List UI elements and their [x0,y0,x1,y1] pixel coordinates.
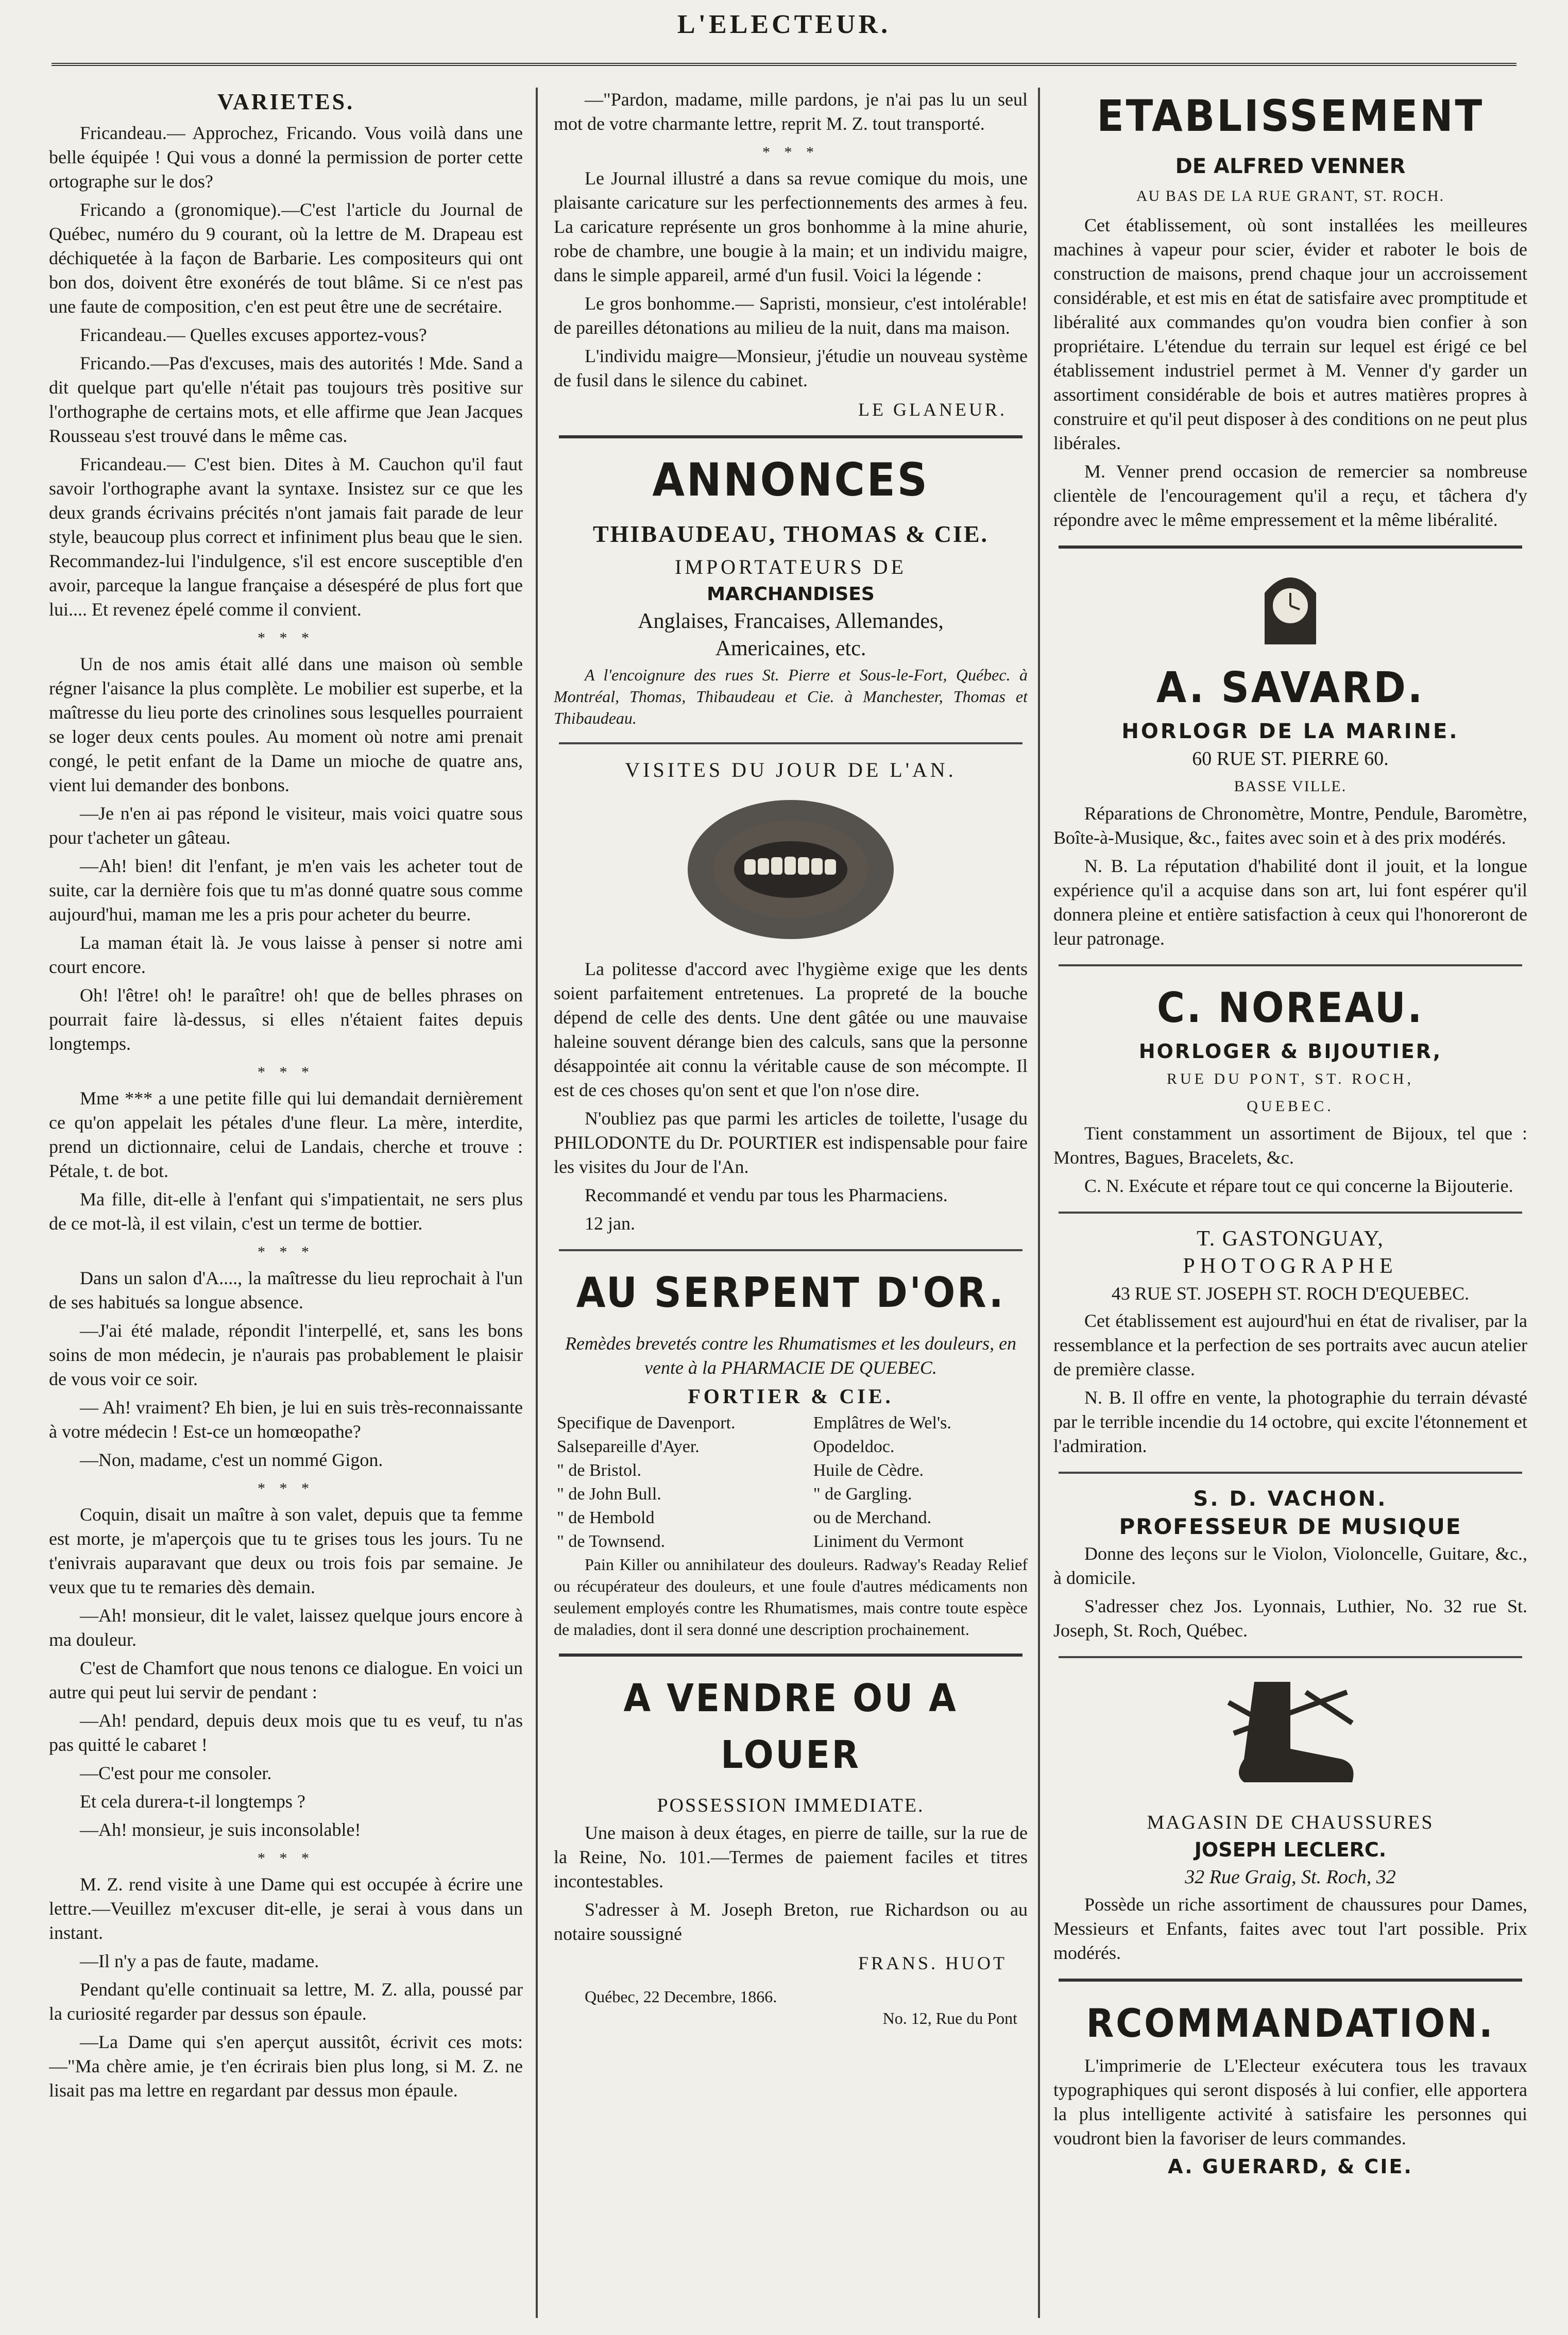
table-cell: " de Townsend. [557,1532,666,1551]
savard-line3: BASSE VILLE. [1234,778,1347,795]
table-row [554,1506,1028,1530]
column-advertisements [1053,88,1527,2318]
divider [1059,1656,1522,1658]
vachon-line1: PROFESSEUR DE MUSIQUE [1119,1514,1462,1539]
vachon-text [1053,1542,1527,1643]
divider [559,435,1022,438]
paragraph: N. B. Il offre en vente, la photographie du terrain dévasté par le terrible incendie du 14 octobre, qui excite l'étonnement et l'admiration. [1053,1387,1527,1456]
paragraph: Dans un salon d'A...., la maîtresse du lieu reprochait à l'un de ses habitués sa longue absence. [49,1268,523,1313]
paragraph: Une maison à deux étages, en pierre de taille, sur la rue de la Reine, No. 101.—Termes de paiement faciles et titres incontestables. [554,1822,1028,1891]
visites-title: VISITES DU JOUR DE L'AN. [625,758,957,781]
section-heading-varietes: VARIETES. [217,89,355,114]
paragraph: Fricando a (gronomique).—C'est l'article du Journal de Québec, numéro du 9 courant, où la lettre de M. Drapeau est déchiquetée à la façon de Barbarie. Les compositeurs qui ont bon dos, doivent être exonérés de tout blâme. Si ce n'est pas une faute de composition, c'en est peut être une de secrétaire. [49,199,523,317]
paragraph: Cet établissement est aujourd'hui en état de rivaliser, par la ressemblance et la perfection de ses portraits avec aucun atelier de première classe. [1053,1310,1527,1379]
paragraph: La maman était là. Je vous laisse à penser si notre ami court encore. [49,932,523,977]
varietes-continued [554,88,1028,393]
paragraph: S'adresser à M. Joseph Breton, rue Richardson ou au notaire soussigné [554,1899,1028,1944]
noreau-text [1053,1121,1527,1198]
venner-heading: ETABLISSEMENT [1097,91,1484,141]
paragraph: C. N. Exécute et répare tout ce qui concerne la Bijouterie. [1084,1175,1513,1196]
paragraph: Fricandeau.— Approchez, Fricando. Vous voilà dans une belle équipée ! Qui vous a donné la permission de porter cette ortographe sur le dos? [49,123,523,192]
divider [1059,964,1522,966]
table-cell: Salsepareille d'Ayer. [557,1437,700,1456]
section-separator: * * * [258,1480,314,1497]
table-row [554,1435,1028,1459]
paragraph: — Ah! vraiment? Eh bien, je lui en suis très-reconnaissante à votre médecin ! Est-ce un homœopathe? [49,1397,523,1442]
divider [1059,1472,1522,1474]
divider [1059,546,1522,549]
paragraph: Coquin, disait un maître à son valet, depuis que ta femme est morte, je m'aperçois que tu te grises tous les jours. Tu ne t'enivrais auparavant que deux ou trois fois par semaine. Je veux que tu te remaries dès demain. [49,1504,523,1597]
paragraph: —"Pardon, madame, mille pardons, je n'ai pas lu un seul mot de votre charmante lettre, reprit M. Z. tout transporté. [554,89,1028,134]
divider [559,742,1022,744]
paragraph: —Ah! monsieur, je suis inconsolable! [80,1819,361,1840]
table-cell: Liniment du Vermont [813,1532,964,1551]
table-cell: ou de Merchand. [813,1508,932,1527]
section-separator: * * * [258,1064,314,1081]
paragraph: Un de nos amis était allé dans une maison où semble régner l'aisance la plus complète. Le mobilier est superbe, et la maîtresse du lieu porte des crinolines sous lesquelles pourraient se loger deux cents poules. Au moment où notre ami prenait congé, le petit enfant de la Dame un mioche de quatre ans, vient lui demander des bonbons. [49,654,523,795]
paragraph: Oh! l'être! oh! le paraître! oh! que de belles phrases on pourrait faire là-dessus, si elles n'étaient faites depuis longtemps. [49,985,523,1054]
paragraph: Le Journal illustré a dans sa revue comique du mois, une plaisante caricature sur les perfectionnements des armes à feu. La caricature représente un gros bonhomme à la mine ahurie, robe de chambre, une bougie à la main; et un individu maigre, dans le simple appareil, armé d'un fusil. Voici la légende : [554,168,1028,285]
serpent-subtitle: Remèdes brevetés contre les Rhumatismes et les douleurs, en vente à la PHARMACIE DE QUEBEC. [565,1333,1017,1378]
vendre-tail: No. 12, Rue du Pont [882,2009,1017,2027]
column-divider [1038,88,1040,2318]
gastonguay-line2: 43 RUE ST. JOSEPH ST. ROCH D'EQUEBEC. [1111,1283,1470,1304]
paragraph: Réparations de Chronomètre, Montre, Pendule, Baromètre, Boîte-à-Musique, &c., faites avec soin et à des prix modérés. [1053,803,1527,848]
divider [1059,1979,1522,1982]
dental-illustration [683,792,899,947]
vendre-heading: A VENDRE OU A LOUER [623,1676,958,1777]
paragraph: Recommandé et vendu par tous les Pharmaciens. [585,1185,948,1205]
signature-glaneur: LE GLANEUR. [858,399,1007,420]
table-row [554,1459,1028,1482]
table-cell: " de Hembold [557,1508,655,1527]
venner-location: AU BAS DE LA RUE GRANT, ST. ROCH. [1136,188,1445,204]
paragraph: M. Z. rend visite à une Dame qui est occupée à écrire une lettre.—Veuillez m'excuser dit-elle, je serai à vous dans un instant. [49,1874,523,1943]
paragraph: Donne des leçons sur le Violon, Violoncelle, Guitare, &c., à domicile. [1053,1543,1527,1588]
vendre-date: Québec, 22 Decembre, 1866. [585,1987,777,2006]
section-separator: * * * [258,1243,314,1260]
paragraph: —Je n'en ai pas répond le visiteur, mais voici quatre sous pour t'acheter un gâteau. [49,803,523,848]
paragraph: 12 jan. [585,1213,635,1234]
vendre-subtitle: POSSESSION IMMEDIATE. [657,1795,925,1816]
table-cell: " de John Bull. [557,1485,661,1504]
thibaudeau-name: THIBAUDEAU, THOMAS & CIE. [592,521,989,547]
table-cell: Emplâtres de Wel's. [813,1413,951,1433]
paragraph: —J'ai été malade, répondit l'interpellé, et, sans les bons soins de mon médecin, je n'aurais pas probablement le plaisir de vous voir ce soir. [49,1320,523,1389]
noreau-line1: HORLOGER & BIJOUTIER, [1138,1040,1442,1063]
vendre-text [554,1821,1028,1946]
clock-icon [1254,562,1326,650]
divider [559,1654,1022,1657]
table-cell: " de Gargling. [813,1485,912,1504]
thibaudeau-address: A l'encoignure des rues St. Pierre et Sous-le-Fort, Québec. à Montréal, Thomas, Thibaudeau et Cie. à Manchester, Thomas et Thibaudeau. [554,666,1028,727]
paragraph: Tient constamment un assortiment de Bijoux, tel que : Montres, Bagues, Bracelets, &c. [1053,1123,1527,1168]
recommandation-text: L'imprimerie de L'Electeur exécutera tous les travaux typographiques qui seront disposés à lui confier, elle apportera la plus intelligente activité à satisfaire les personnes qui voudront bien la favoriser de leurs commandes. [1053,2055,1527,2149]
boot-icon [1213,1672,1368,1800]
thibaudeau-line1: IMPORTATEURS DE [675,555,907,578]
section-separator: * * * [258,1850,314,1867]
paragraph: Cet établissement, où sont installées les meilleures machines à vapeur pour scier, évider et raboter le bois de construction de maisons, prend chaque jour un accroissement considérable, et est mis en état de satisfaire avec promptitude et libéralité aux commandes qu'on voudra bien confier à son propriétaire. L'étendue du terrain sur lequel est érigé ce bel établissement industriel permet à M. Venner d'y garder un assortiment considérable de bois et autres matières propres à construire et qu'il peut disposer à des conditions on ne peut plus libérales. [1053,215,1527,453]
divider [1059,1212,1522,1214]
leclerc-line1: MAGASIN DE CHAUSSURES [1147,1812,1434,1833]
serpent-text: Pain Killer ou annihilateur des douleurs. Radway's Readay Relief ou récupérateur des douleurs, et une foule d'autres médicaments non seulement employés contre les Rhumatismes, mais contre toute espèce de maladies, dont il sera donné une description prochainement. [554,1555,1028,1639]
leclerc-address: 32 Rue Graig, St. Roch, 32 [1185,1866,1396,1888]
serpent-heading: AU SERPENT D'OR. [576,1269,1005,1317]
paragraph: Fricandeau.— Quelles excuses apportez-vous? [80,325,427,345]
paragraph: Pendant qu'elle continuait sa lettre, M. Z. alla, poussé par la curiosité regarder par dessus son épaule. [49,1979,523,2024]
paragraph: —Ah! monsieur, dit le valet, laissez quelque jours encore à ma douleur. [49,1605,523,1650]
paragraph: Ma fille, dit-elle à l'enfant qui s'impatientait, ne sers plus de ce mot-là, il est vilain, c'est un terme de bottier. [49,1189,523,1234]
paragraph: Et cela durera-t-il longtemps ? [80,1791,305,1812]
thibaudeau-line2: MARCHANDISES [707,584,875,605]
column-divider [536,88,538,2318]
paragraph: Mme *** a une petite fille qui lui demandait dernièrement ce qu'on appelait les pétales d'une fleur. La mère, interdite, prend un dictionnaire, celui de Landais, cherche et trouve : Pétale, t. de bot. [49,1088,523,1181]
savard-line2: 60 RUE ST. PIERRE 60. [1192,748,1389,770]
leclerc-name: JOSEPH LECLERC. [1194,1838,1387,1861]
noreau-line3: QUEBEC. [1247,1098,1334,1115]
paragraph: M. Venner prend occasion de remercier sa nombreuse clientèle de l'encouragement qu'il a reçu, et tâchera d'y répondre avec le même empressement et la même libéralité. [1053,461,1527,530]
paragraph: —Il n'y a pas de faute, madame. [80,1951,319,1971]
gastonguay-name: T. GASTONGUAY, [1197,1227,1384,1251]
paragraph: Fricandeau.— C'est bien. Dites à M. Cauchon qu'il faut savoir l'orthographe avant la syntaxe. Insistez sur ce que les deux grands écrivains précités n'ont jamais fait parade de leur style, beaucoup plus correct et infiniment plus beau que le sien. Recommandez-lui l'indulgence, s'il est encore susceptible d'en avoir, parceque la langue française a désespéré de plus fort que lui.... Et revenez épelé comme il convient. [49,454,523,620]
column-annonces [554,88,1028,2318]
savard-name: A. SAVARD. [1156,663,1425,712]
noreau-name: C. NOREAU. [1157,984,1424,1032]
venner-text [1053,213,1527,532]
paragraph: L'individu maigre—Monsieur, j'étudie un nouveau système de fusil dans le silence du cabinet. [554,346,1028,390]
paragraph: N. B. La réputation d'habilité dont il jouit, et la longue expérience qu'il a acquise dans son art, lui font espérer qu'il donnera pleine et entière satisfaction à ceux qui l'honoreront de leur patronage. [1053,856,1527,949]
recommandation-heading: RCOMMANDATION. [1086,2000,1495,2046]
table-row [554,1411,1028,1435]
recommandation-signature: A. GUERARD, & CIE. [1168,2155,1413,2178]
paragraph: La politesse d'accord avec l'hygième exige que les dents soient parfaitement entretenues. La propreté de la bouche dépend de celle des dents. Une dent gâtée ou une mauvaise haleine souvent dérange bien des calculs, sans que la personne désappointée ait connu la véritable cause de son mécompte. Il est de ces choses qu'on sent et que l'on n'ose dire. [554,959,1028,1100]
paragraph: S'adresser chez Jos. Lyonnais, Luthier, No. 32 rue St. Joseph, St. Roch, Québec. [1053,1596,1527,1641]
paragraph: —Non, madame, c'est un nommé Gigon. [80,1450,383,1470]
thibaudeau-line4: Americaines, etc. [715,637,866,660]
gastonguay-text [1053,1309,1527,1458]
table-row [554,1530,1028,1554]
paragraph: N'oubliez pas que parmi les articles de toilette, l'usage du PHILODONTE du Dr. POURTIER est indispensable pour faire les visites du Jour de l'An. [554,1108,1028,1177]
table-cell: Huile de Cèdre. [813,1461,924,1480]
column-varietes [49,88,523,2318]
section-separator: * * * [258,629,314,646]
paragraph: —C'est pour me consoler. [80,1763,272,1783]
masthead-rule [52,63,1516,66]
thibaudeau-line3: Anglaises, Francaises, Allemandes, [638,609,944,633]
paragraph: —Ah! pendard, depuis deux mois que tu es veuf, tu n'as pas quitté le cabaret ! [49,1710,523,1755]
paragraph: —La Dame qui s'en aperçut aussitôt, écrivit ces mots:—"Ma chère amie, je t'en écrirais bien plus long, si M. Z. ne lisait pas ma lettre en regardant par dessus mon épaule. [49,2032,523,2101]
gastonguay-line1: PHOTOGRAPHE [1183,1254,1398,1278]
paragraph: Le gros bonhomme.— Sapristi, monsieur, c'est intolérable! de pareilles détonations au milieu de la nuit, dans ma maison. [554,293,1028,338]
savard-line1: HORLOGR DE LA MARINE. [1121,720,1459,743]
visites-text [554,957,1028,1236]
vachon-name: S. D. VACHON. [1193,1487,1388,1511]
section-separator: * * * [762,144,819,161]
noreau-line2: RUE DU PONT, ST. ROCH, [1166,1070,1414,1087]
vendre-signature: FRANS. HUOT [858,1953,1007,1973]
remedies-table [554,1411,1028,1554]
table-cell: " de Bristol. [557,1461,642,1480]
leclerc-text: Possède un riche assortiment de chaussures pour Dames, Messieurs et Enfants, faites avec tout l'art possible. Prix modérés. [1053,1894,1527,1963]
serpent-firm: FORTIER & CIE. [688,1385,894,1408]
varietes-text [49,121,523,2103]
table-cell: Opodeldoc. [813,1437,895,1456]
paragraph: Fricando.—Pas d'excuses, mais des autorités ! Mde. Sand a dit quelque part qu'elle n'était pas toujours très positive sur l'orthographe de certains mots, et elle affirme que Jean Jacques Rousseau s'est trouvé dans le même cas. [49,353,523,446]
masthead [0,0,1568,77]
masthead-title: L'ELECTEUR. [677,10,891,39]
table-row [554,1482,1028,1506]
paragraph: —Ah! bien! dit l'enfant, je m'en vais les acheter tout de suite, car la dernière fois que tu m'as donné quatre sous comme aujourd'hui, maman me les a pris pour acheter du beurre. [49,856,523,925]
venner-subtitle: DE ALFRED VENNER [1175,155,1406,178]
paragraph: C'est de Chamfort que nous tenons ce dialogue. En voici un autre qui peut lui servir de pendant : [49,1658,523,1702]
divider [559,1249,1022,1251]
annonces-heading: ANNONCES [652,453,929,506]
savard-text [1053,802,1527,951]
table-cell: Specifique de Davenport. [557,1413,736,1433]
